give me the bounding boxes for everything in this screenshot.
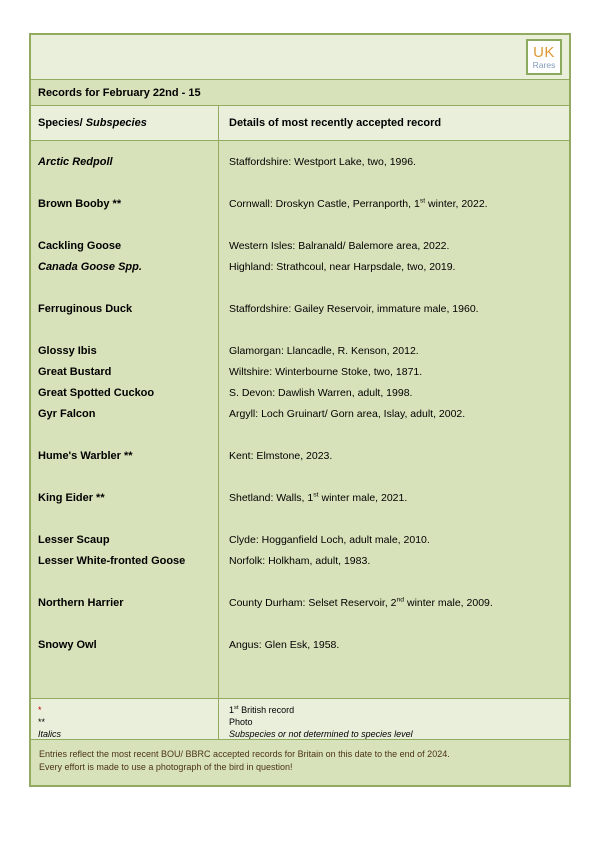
- record-detail: Western Isles: Balranald/ Balemore area, 2022.: [229, 240, 450, 252]
- logo-rares-text: Rares: [532, 59, 556, 70]
- blank-line: [38, 614, 218, 635]
- title-bar: [31, 79, 569, 105]
- blank-line: [229, 278, 569, 299]
- blank-line: [229, 425, 569, 446]
- blank-line: [38, 572, 218, 593]
- species-column: [31, 141, 219, 698]
- legend: [31, 698, 569, 739]
- species-name: Lesser White-fronted Goose: [38, 555, 186, 567]
- logo-uk-text: UK: [533, 43, 555, 61]
- record-detail: Argyll: Loch Gruinart/ Gorn area, Islay, adult, 2002.: [229, 408, 466, 420]
- record-detail: Shetland: Walls, 1st winter male, 2021.: [229, 491, 408, 504]
- footer-line-1: Entries reflect the most recent BOU/ BBRC accepted records for Britain on this date to the end of 2024.: [39, 749, 450, 759]
- blank-line: [229, 509, 569, 530]
- record-detail: Angus: Glen Esk, 1958.: [229, 639, 340, 651]
- species-name: Brown Booby **: [38, 198, 122, 210]
- legend-symbol: Italics: [38, 729, 62, 739]
- blank-line: [229, 215, 569, 236]
- legend-meanings-column: [219, 699, 569, 739]
- page-title: Records for February 22nd - 15: [38, 86, 201, 99]
- legend-symbols-column: [31, 699, 219, 739]
- blank-line: [229, 173, 569, 194]
- species-name: Glossy Ibis: [38, 345, 97, 357]
- blank-line: [38, 425, 218, 446]
- blank-line: [229, 614, 569, 635]
- record-detail: Staffordshire: Gailey Reservoir, immature male, 1960.: [229, 303, 479, 315]
- subspecies-header-label: Subspecies: [85, 117, 147, 129]
- record-detail: County Durham: Selset Reservoir, 2nd winter male, 2009.: [229, 596, 493, 609]
- column-headers: [31, 105, 569, 140]
- footer-notes: [31, 739, 569, 785]
- species-name: Snowy Owl: [38, 639, 97, 651]
- species-name: Ferruginous Duck: [38, 303, 133, 315]
- blank-line: [229, 467, 569, 488]
- blank-line: [38, 467, 218, 488]
- details-column-header: [219, 106, 569, 140]
- legend-symbol: **: [38, 717, 46, 727]
- blank-line: [229, 320, 569, 341]
- species-name: King Eider **: [38, 492, 105, 504]
- blank-line: [38, 278, 218, 299]
- record-detail: Wiltshire: Winterbourne Stoke, two, 1871.: [229, 366, 423, 378]
- species-column-header: [31, 106, 219, 140]
- legend-meaning: Photo: [229, 717, 253, 727]
- blank-line: [38, 215, 218, 236]
- legend-meaning: 1st British record: [229, 705, 295, 715]
- record-detail: Glamorgan: Llancadle, R. Kenson, 2012.: [229, 345, 419, 357]
- record-detail: Clyde: Hogganfield Loch, adult male, 2010.: [229, 534, 430, 546]
- blank-line: [229, 572, 569, 593]
- species-name: Gyr Falcon: [38, 408, 96, 420]
- records-body: [31, 140, 569, 698]
- species-header-label: Species/: [38, 117, 83, 129]
- logo-band: [31, 35, 569, 79]
- legend-meaning: Subspecies or not determined to species level: [229, 729, 413, 739]
- blank-line: [38, 320, 218, 341]
- record-detail: Highland: Strathcoul, near Harpsdale, two, 2019.: [229, 261, 456, 273]
- species-name: Hume's Warbler **: [38, 450, 133, 462]
- species-name: Arctic Redpoll: [38, 156, 113, 168]
- details-column: [219, 141, 569, 698]
- species-name: Canada Goose Spp.: [38, 261, 142, 273]
- record-detail: Norfolk: Holkham, adult, 1983.: [229, 555, 371, 567]
- blank-line: [38, 173, 218, 194]
- species-name: Great Spotted Cuckoo: [38, 387, 155, 399]
- record-detail: Cornwall: Droskyn Castle, Perranporth, 1st winter, 2022.: [229, 197, 488, 210]
- records-table: [29, 33, 571, 787]
- species-name: Great Bustard: [38, 366, 112, 378]
- species-name: Northern Harrier: [38, 597, 124, 609]
- species-name: Lesser Scaup: [38, 534, 110, 546]
- footer-line-2: Every effort is made to use a photograph of the bird in question!: [39, 762, 293, 772]
- details-header-label: Details of most recently accepted record: [229, 117, 442, 129]
- record-detail: S. Devon: Dawlish Warren, adult, 1998.: [229, 387, 413, 399]
- species-name: Cackling Goose: [38, 240, 122, 252]
- ukrares-logo: [526, 39, 562, 75]
- blank-line: [38, 509, 218, 530]
- legend-symbol: *: [38, 705, 42, 715]
- record-detail: Staffordshire: Westport Lake, two, 1996.: [229, 156, 416, 168]
- record-detail: Kent: Elmstone, 2023.: [229, 450, 333, 462]
